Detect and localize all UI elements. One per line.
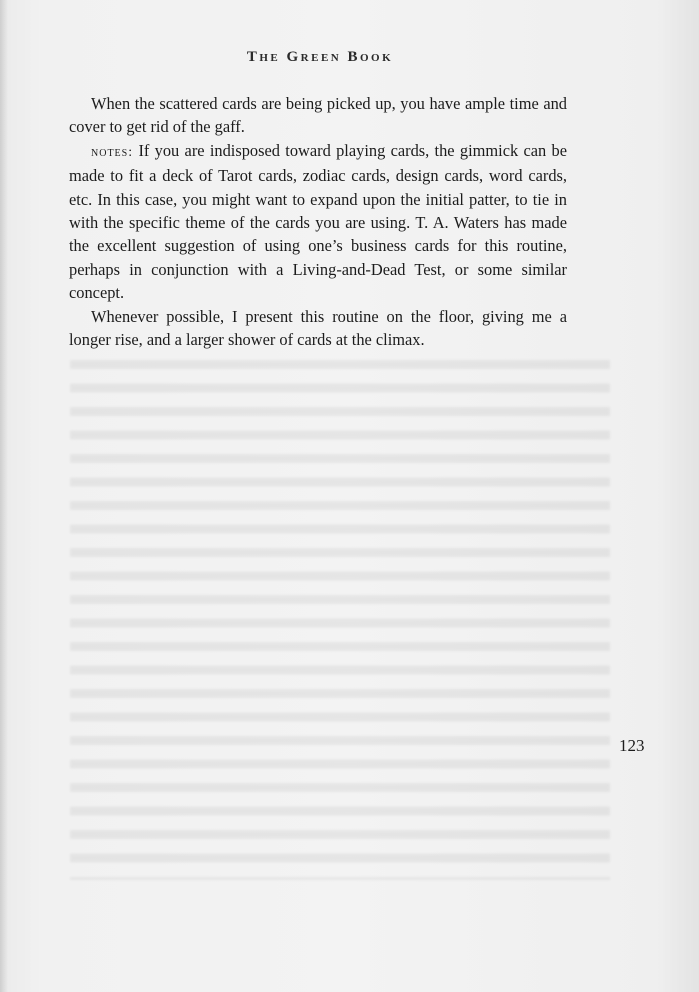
paragraph-3 xyxy=(69,305,567,352)
paragraph-1-text: When the scattered cards are being picked up, you have ample time and cover to get rid of the gaff. xyxy=(69,94,567,137)
paragraph-3-text: Whenever possible, I present this routine on the floor, giving me a longer rise, and a larger shower of cards at the climax. xyxy=(69,306,567,350)
notes-label: notes: xyxy=(91,144,134,160)
running-head: The Green Book xyxy=(246,49,394,65)
gutter-shadow xyxy=(0,0,8,992)
paragraph-2-text: If you are indisposed toward playing cards, the gimmick can be made to fit a deck of Tarot cards, zodiac cards, design cards, word cards, etc. In this case, you might want to expand upon the initial patter, to tie in with the specific theme of the cards you are using. T. A. Waters has made the excellent suggestion of using one’s business cards for this routine, perhaps in conjunction with a Living-and-Dead Test, or some similar concept. xyxy=(69,140,567,303)
bleed-through-texture xyxy=(70,360,610,880)
paragraph-2 xyxy=(69,139,567,305)
paragraph-1 xyxy=(69,92,567,139)
page-number: 123 xyxy=(619,736,645,755)
body-text xyxy=(69,92,567,351)
